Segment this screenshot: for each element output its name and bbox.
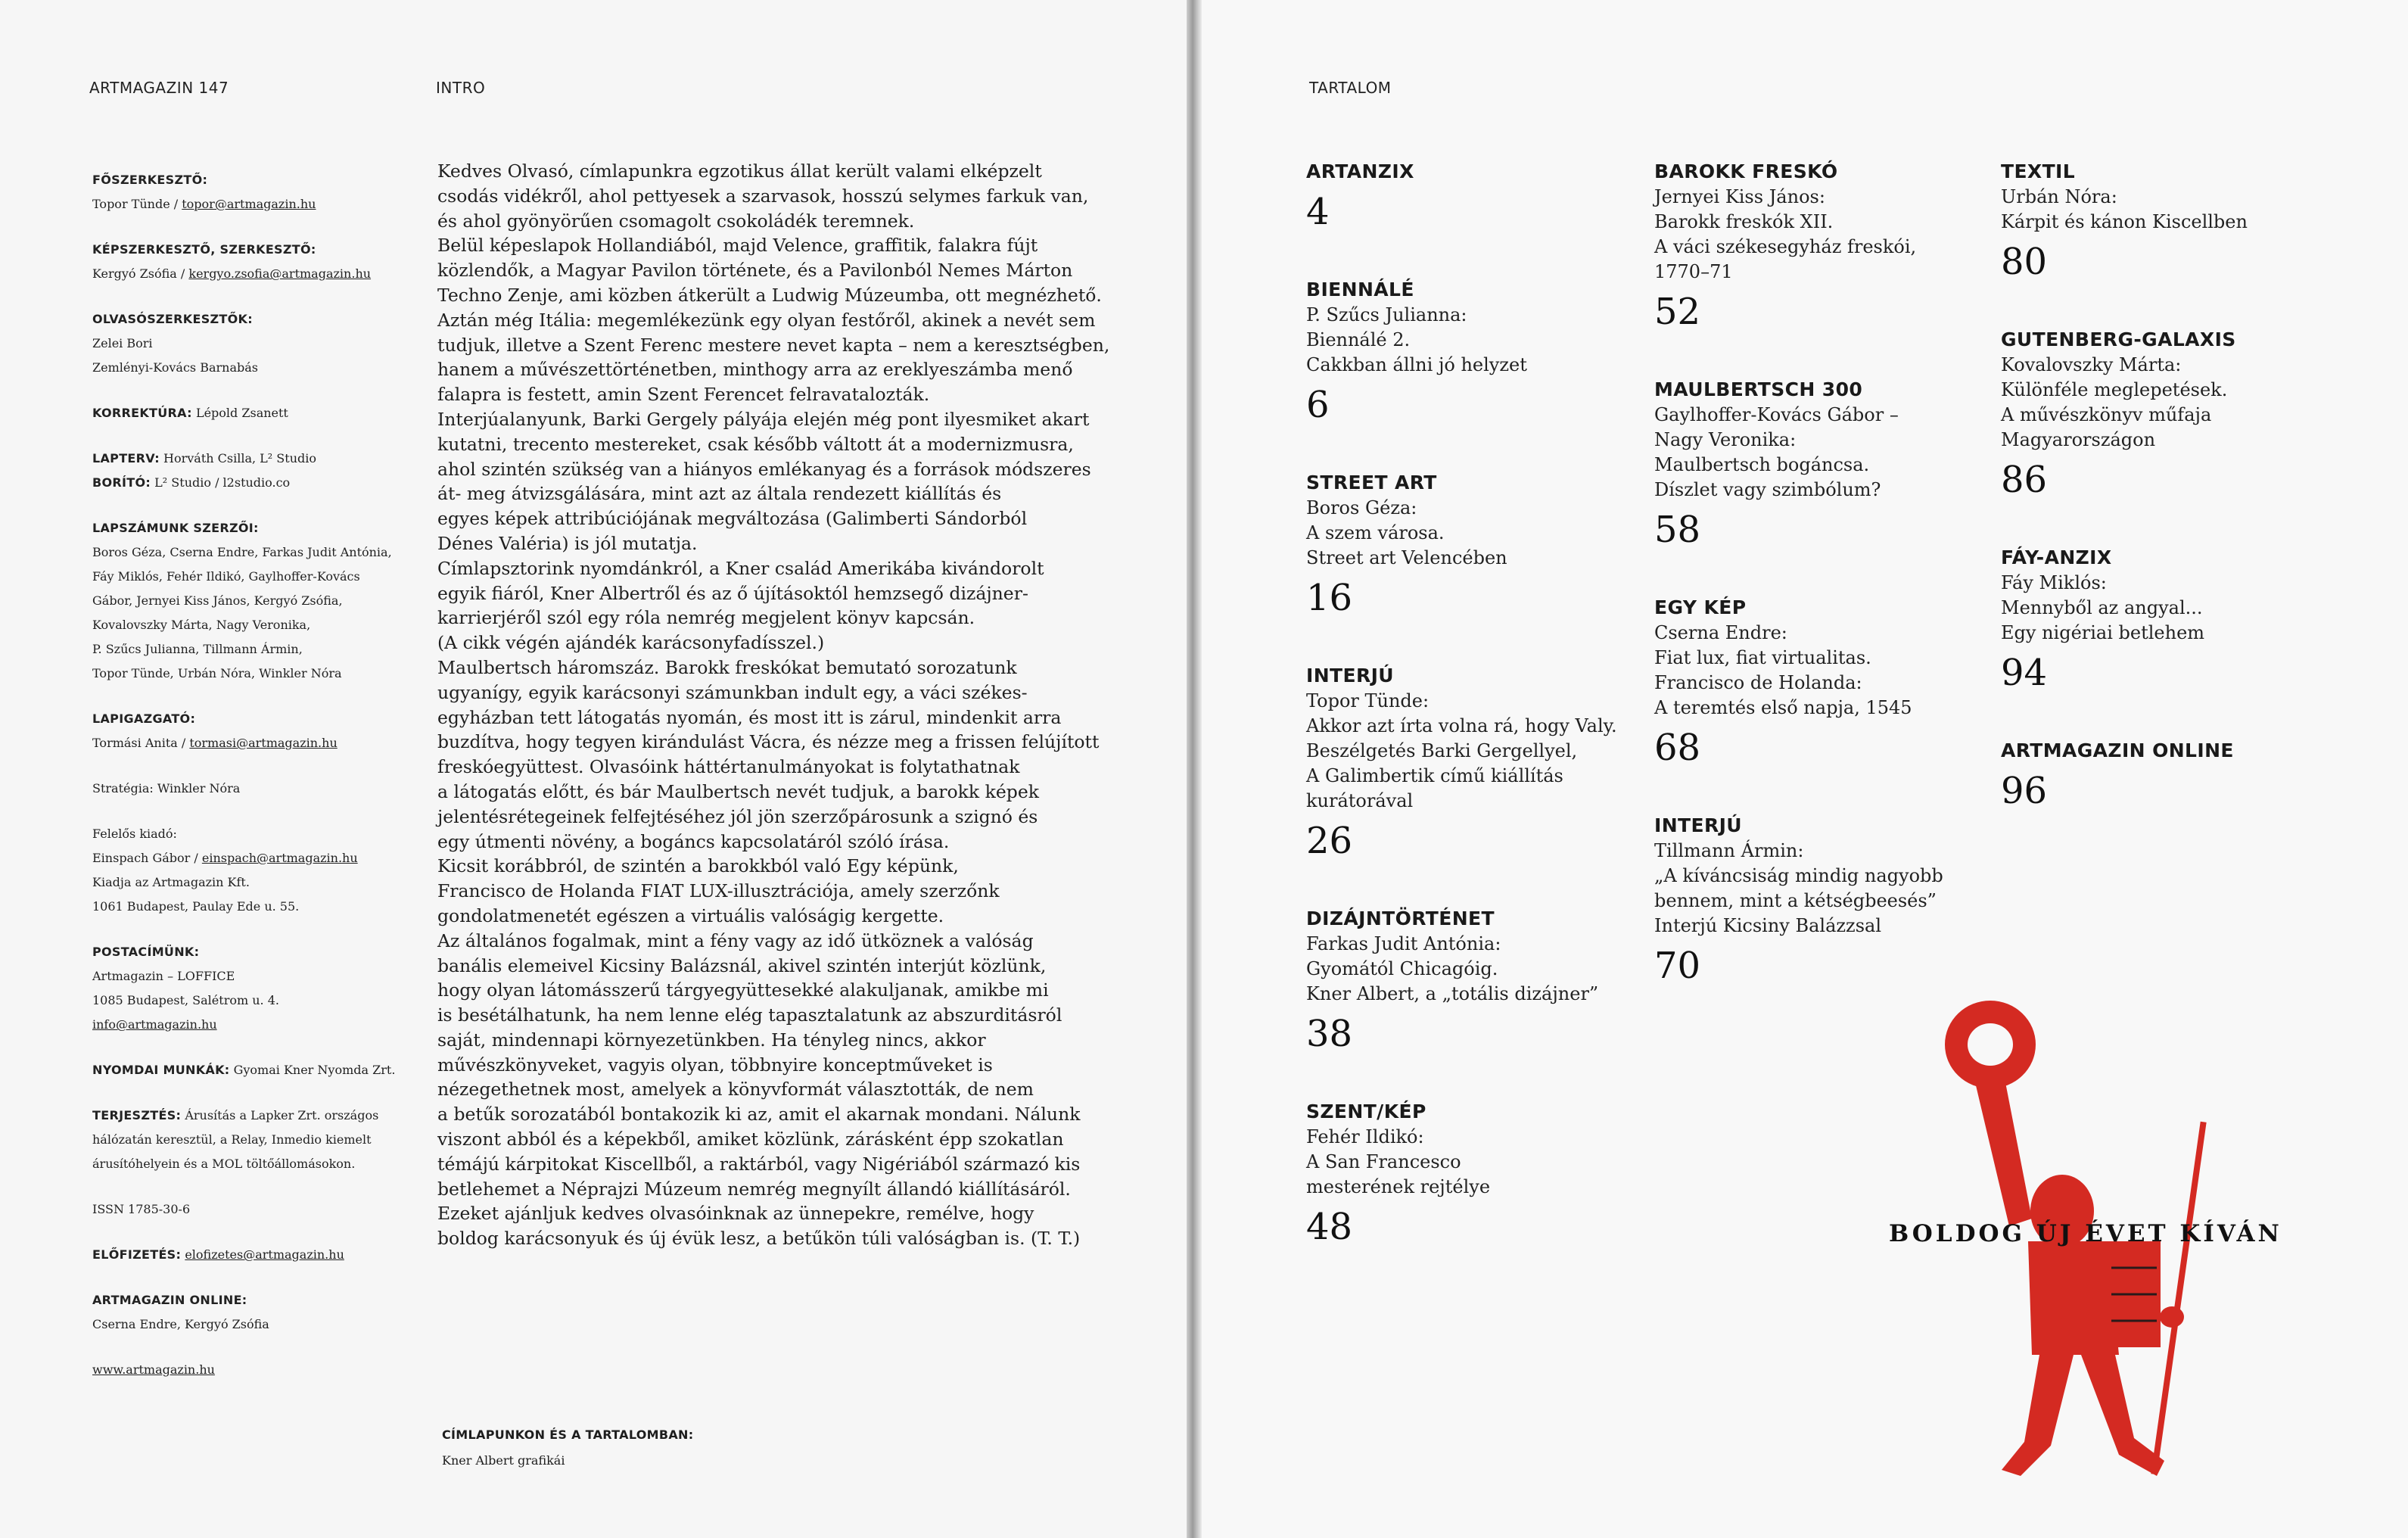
colophon-label: POSTACÍMÜNK:	[92, 945, 200, 959]
colophon-email-link[interactable]: info@artmagazin.hu	[92, 1017, 217, 1032]
toc-entry[interactable]	[1306, 159, 1639, 235]
colophon-text: Artmagazin – LOFFICE	[92, 969, 235, 983]
colophon-line	[92, 168, 425, 192]
toc-page-number: 26	[1306, 820, 1353, 862]
left-page	[0, 0, 1187, 1538]
toc-section-title: EGY KÉP	[1654, 596, 1747, 618]
colophon-text: Kovalovszky Márta, Nagy Veronika,	[92, 618, 311, 632]
toc-article-line: Tillmann Ármin:	[1654, 840, 1804, 861]
running-head-intro: INTRO	[436, 79, 486, 97]
colophon-block	[92, 307, 425, 380]
colophon-line	[92, 1243, 425, 1267]
toc-article-line: Mennyből az angyal...	[2001, 597, 2203, 618]
colophon-line	[92, 662, 425, 686]
toc-page-number: 48	[1306, 1206, 1353, 1248]
colophon-line	[92, 822, 425, 846]
toc-section-title: DIZÁJNTÖRTÉNET	[1306, 908, 1495, 929]
toc-page-number: 80	[2001, 241, 2048, 283]
toc-page-number: 38	[1306, 1013, 1353, 1055]
colophon-text: Horváth Csilla, L² Studio	[159, 451, 316, 465]
colophon-email-link[interactable]: topor@artmagazin.hu	[182, 197, 316, 211]
toc-entry[interactable]	[1306, 663, 1639, 864]
toc-article-line: Egy nigériai betlehem	[2001, 622, 2205, 643]
colophon-label: ARTMAGAZIN ONLINE:	[92, 1293, 247, 1307]
toc-page-number: 86	[2001, 459, 2048, 501]
toc-article-line: kurátorával	[1306, 790, 1414, 811]
intro-text-line: karrierjéről szól egy róla nemrég megjelent könyv kapcsán.	[437, 607, 975, 629]
toc-article-line: P. Szűcs Julianna:	[1306, 304, 1467, 325]
toc-article-line: Topor Tünde:	[1306, 690, 1430, 711]
toc-page-number: 6	[1306, 384, 1330, 426]
colophon-line	[92, 332, 425, 356]
toc-section-title: GUTENBERG-GALAXIS	[2001, 328, 2236, 350]
cover-credit-heading: CÍMLAPUNKON ÉS A TARTALOMBAN:	[442, 1427, 694, 1442]
colophon-line	[92, 540, 425, 565]
intro-text-line: Maulbertsch háromszáz. Barokk freskókat bemutató sorozatunk	[437, 656, 1017, 678]
colophon-line	[92, 707, 425, 731]
colophon-block	[92, 401, 425, 425]
colophon-label: BORÍTÓ:	[92, 475, 151, 490]
intro-text-line: freskóegyüttest. Olvasóink háttértanulmányokat is folytathatnak	[437, 756, 1020, 778]
colophon-label: NYOMDAI MUNKÁK:	[92, 1063, 230, 1077]
intro-text-line: ahol szintén szükség van a hiányos emlékanyag és a források módszeres	[437, 458, 1091, 480]
colophon-text: Stratégia: Winkler Nóra	[92, 781, 241, 795]
toc-article-line: Nagy Veronika:	[1654, 429, 1797, 450]
toc-article-line: Fehér Ildikó:	[1306, 1126, 1424, 1147]
colophon-label: ELŐFIZETÉS:	[92, 1247, 182, 1262]
colophon	[92, 168, 425, 1403]
toc-page-number: 4	[1306, 191, 1330, 233]
colophon-line	[92, 589, 425, 613]
intro-text-line: Interjúalanyunk, Barki Gergely pályája elején még pont ilyesmiket akart	[437, 408, 1090, 430]
toc-entry[interactable]	[1306, 470, 1639, 621]
toc-article-line: Biennálé 2.	[1306, 329, 1411, 350]
toc-article-line: Cakkban állni jó helyzet	[1306, 354, 1527, 375]
toc-page-number: 52	[1654, 291, 1701, 333]
toc-article-line: A művészkönyv műfaja	[2001, 404, 2212, 425]
colophon-block	[92, 1104, 425, 1176]
colophon-email-link[interactable]: tormasi@artmagazin.hu	[189, 736, 338, 750]
intro-text-line: Francisco de Holanda FIAT LUX-illusztrációja, amely szerzőnk	[437, 880, 1000, 902]
intro-text-line: betlehemet a Néprajzi Múzeum nemrég megnyílt állandó kiállításáról.	[437, 1178, 1071, 1200]
colophon-text: Gábor, Jernyei Kiss János, Kergyó Zsófia,	[92, 593, 343, 608]
intro-text-line: egyes képek attribúciójának megváltozása (Galimberti Sándorból	[437, 508, 1028, 530]
colophon-line	[92, 940, 425, 964]
intro-text-line: jelentésrétegeinek felfejtéséhez jól jön szerzőpárosunk a szignó és	[437, 805, 1038, 827]
toc-article-line: Fáy Miklós:	[2001, 572, 2107, 593]
colophon-line	[92, 1288, 425, 1312]
intro-text-line: Dénes Valéria) is jól mutatja.	[437, 532, 698, 554]
colophon-line	[92, 964, 425, 988]
colophon-text: Einspach Gábor /	[92, 851, 202, 865]
colophon-label: KÉPSZERKESZTŐ, SZERKESZTŐ:	[92, 242, 316, 257]
colophon-block	[92, 1358, 425, 1382]
intro-text-line: nézegethetnek most, amelyek a könyvformát választották, de nem	[437, 1079, 1034, 1101]
intro-text-line: át- meg átvizsgálására, mint azt az általa rendezett kiállítás és	[437, 483, 1002, 505]
toc-section-title: MAULBERTSCH 300	[1654, 378, 1863, 400]
colophon-line	[92, 870, 425, 895]
colophon-line	[92, 447, 425, 471]
colophon-line	[92, 356, 425, 380]
illustration-greeting-text: BOLDOG ÚJ ÉVET KÍVÁN	[1889, 1220, 2282, 1247]
colophon-text: L² Studio / l2studio.co	[151, 475, 291, 490]
colophon-email-link[interactable]: elofizetes@artmagazin.hu	[185, 1247, 344, 1262]
running-head-magazine: ARTMAGAZIN 147	[89, 79, 229, 97]
colophon-line	[92, 471, 425, 495]
colophon-line	[92, 846, 425, 870]
toc-entry[interactable]	[1306, 1099, 1639, 1250]
colophon-block	[92, 516, 425, 686]
colophon-text: Árusítás a Lapker Zrt. országos	[181, 1108, 379, 1122]
colophon-label: LAPTERV:	[92, 451, 160, 465]
intro-text-line: Címlapsztorink nyomdánkról, a Kner család Amerikába kivándorolt	[437, 557, 1044, 579]
running-head-contents: TARTALOM	[1309, 79, 1392, 97]
colophon-text: Felelős kiadó:	[92, 827, 177, 841]
colophon-text: Kiadja az Artmagazin Kft.	[92, 875, 250, 889]
colophon-line	[92, 1197, 425, 1222]
toc-article-line: Díszlet vagy szimbólum?	[1654, 479, 1881, 500]
toc-article-line: Gyomától Chicagóig.	[1306, 958, 1498, 979]
colophon-block	[92, 1243, 425, 1267]
intro-text-line: saját, mindennapi környezetünkben. Ha tényleg nincs, akkor	[437, 1029, 986, 1051]
toc-entry[interactable]	[2001, 545, 2334, 696]
toc-section-title: ARTANZIX	[1306, 160, 1414, 182]
colophon-text: ISSN 1785-30-6	[92, 1202, 191, 1216]
toc-section-title: TEXTIL	[2001, 160, 2076, 182]
toc-article-line: Beszélgetés Barki Gergellyel,	[1306, 740, 1578, 761]
colophon-label: FŐSZERKESZTŐ:	[92, 173, 208, 187]
toc-entry[interactable]	[1654, 159, 1987, 335]
toc-article-line: A szem városa.	[1306, 522, 1445, 543]
intro-text-line: egyházban tett látogatás nyomán, és most itt is zárul, mindenkit arra	[437, 706, 1062, 728]
toc-article-line: „A kíváncsiság mindig nagyobb	[1654, 865, 1943, 886]
intro-text-line: csodás vidékről, ahol pettyesek a szarvasok, hosszú selymes farkuk van,	[437, 185, 1089, 207]
intro-text-line: Kedves Olvasó, címlapunkra egzotikus állat került valami elképzelt	[437, 160, 1042, 182]
intro-text-line: művészkönyveket, vagyis olyan, többnyire konceptműveket is	[437, 1054, 993, 1076]
toc-section-title: INTERJÚ	[1306, 665, 1395, 686]
toc-article-line: Gaylhoffer-Kovács Gábor –	[1654, 404, 1899, 425]
colophon-line	[92, 1312, 425, 1337]
toc-entry[interactable]	[1654, 377, 1987, 553]
colophon-label: OLVASÓSZERKESZTŐK:	[92, 312, 253, 326]
intro-text-line: banális elemeivel Kicsiny Balázsnál, akivel szintén interjút közlünk,	[437, 954, 1047, 976]
toc-article-line: Különféle meglepetések.	[2001, 379, 2228, 400]
toc-section-title: BIENNÁLÉ	[1306, 279, 1414, 300]
toc-page-number: 68	[1654, 727, 1701, 769]
toc-page-number: 70	[1654, 945, 1701, 987]
colophon-line	[92, 613, 425, 637]
colophon-line	[92, 307, 425, 332]
toc-article-line: Kner Albert, a „totális dizájner”	[1306, 983, 1599, 1004]
intro-text-line: témájú kárpitokat Kiscellből, a raktárból, vagy Nigériából származó kis	[437, 1153, 1081, 1175]
toc-article-line: Boros Géza:	[1306, 497, 1417, 518]
toc-article-line: Street art Velencében	[1306, 547, 1507, 568]
intro-text-line: a látogatás előtt, és bár Maulbertsch nevét tudjuk, a barokk képek	[437, 780, 1039, 802]
toc-entry[interactable]	[1654, 595, 1987, 771]
toc-article-line: Francisco de Holanda:	[1654, 672, 1862, 693]
colophon-line	[92, 565, 425, 589]
colophon-line	[92, 988, 425, 1013]
colophon-line	[92, 895, 425, 919]
colophon-text: 1061 Budapest, Paulay Ede u. 55.	[92, 899, 300, 914]
colophon-block	[92, 940, 425, 1037]
toc-entry[interactable]	[2001, 327, 2334, 503]
colophon-block	[92, 238, 425, 286]
intro-text-line: boldog karácsonyuk és új évük lesz, a betűkön túli valóságban is. (T. T.)	[437, 1228, 1081, 1250]
toc-section-title: FÁY-ANZIX	[2001, 546, 2112, 568]
toc-article-line: Urbán Nóra:	[2001, 186, 2117, 207]
toc-article-line: A San Francesco	[1306, 1151, 1461, 1172]
toc-section-title: INTERJÚ	[1654, 814, 1743, 836]
toc-entry[interactable]	[1654, 813, 1987, 988]
toc-article-line: mesterének rejtélye	[1306, 1176, 1491, 1197]
intro-text-line: Az általános fogalmak, mint a fény vagy az idő ütköznek a valóság	[437, 929, 1034, 951]
toc-article-line: Maulbertsch bogáncsa.	[1654, 454, 1870, 475]
colophon-line	[92, 1128, 425, 1152]
intro-text-line: Belül képeslapok Hollandiából, majd Velence, graffitik, falakra fújt	[437, 235, 1038, 257]
toc-article-line: Akkor azt írta volna rá, hogy Valy.	[1306, 715, 1617, 736]
colophon-block	[92, 707, 425, 755]
colophon-line	[92, 1058, 425, 1082]
colophon-line	[92, 1152, 425, 1176]
toc-section-title: STREET ART	[1306, 472, 1437, 493]
intro-text-line: ugyanígy, egyik karácsonyi számunkban indult egy, a váci székes-	[437, 681, 1028, 703]
colophon-line	[92, 262, 425, 286]
intro-text-line: Kicsit korábbról, de szintén a barokkból való Egy képünk,	[437, 855, 959, 877]
intro-text-line: falapra is festett, amin Szent Ferencet felravatalozták.	[437, 384, 930, 406]
toc-page-number: 96	[2001, 770, 2048, 812]
colophon-text: Topor Tünde, Urbán Nóra, Winkler Nóra	[92, 666, 342, 680]
book-gutter	[1187, 0, 1202, 1538]
toc-article-line: A Galimbertik című kiállítás	[1306, 765, 1563, 786]
intro-text-line: gondolatmenetét egészen a virtuális valóságig kergette.	[437, 904, 944, 926]
intro-text-line: közlendők, a Magyar Pavilon története, és a Pavilonból Nemes Márton	[437, 260, 1073, 282]
toc-article-line: A teremtés első napja, 1545	[1654, 697, 1912, 718]
toc-article-line: Magyarországon	[2001, 429, 2156, 450]
intro-text-line: egy útmenti növény, a bogáncs kapcsolatáról szóló írása.	[437, 830, 950, 852]
intro-text-line: (A cikk végén ajándék karácsonyfadísszel.)	[437, 632, 825, 654]
toc-page-number: 16	[1306, 577, 1353, 619]
colophon-line	[92, 1013, 425, 1037]
toc-section-title: SZENT/KÉP	[1306, 1101, 1426, 1122]
intro-text-line: is besétálhatunk, ha nem lenne elég tapasztalatunk az abszurditásról	[437, 1004, 1062, 1026]
intro-text-line: és ahol gyönyörűen csomagolt csokoládék teremnek.	[437, 210, 915, 232]
cover-credit-text: Kner Albert grafikái	[442, 1453, 565, 1468]
toc-article-line: A váci székesegyház freskói,	[1654, 236, 1917, 257]
colophon-block	[92, 822, 425, 919]
intro-text-line: egyik fiáról, Kner Albertről és az ő újításoktól hemzsegő dizájner-	[437, 582, 1028, 604]
toc-entry[interactable]	[1306, 277, 1639, 428]
toc-article-line: bennem, mint a kétségbeesés”	[1654, 890, 1937, 911]
colophon-text: Zelei Bori	[92, 336, 153, 350]
colophon-text: Lépold Zsanett	[191, 406, 288, 420]
colophon-block	[92, 777, 425, 801]
toc-article-line: Interjú Kicsiny Balázzsal	[1654, 915, 1881, 936]
colophon-line	[92, 238, 425, 262]
colophon-text: árusítóhelyein és a MOL töltőállomásokon.	[92, 1157, 356, 1171]
colophon-text: Topor Tünde /	[92, 197, 182, 211]
toc-page-number: 58	[1654, 509, 1701, 551]
colophon-email-link[interactable]: www.artmagazin.hu	[92, 1362, 215, 1377]
colophon-line	[92, 637, 425, 662]
colophon-block	[92, 1288, 425, 1337]
colophon-email-link[interactable]: einspach@artmagazin.hu	[201, 851, 358, 865]
toc-page-number: 94	[2001, 652, 2048, 694]
colophon-line	[92, 1358, 425, 1382]
toc-article-line: Kárpit és kánon Kiscellben	[2001, 211, 2248, 232]
colophon-text: Fáy Miklós, Fehér Ildikó, Gaylhoffer-Kovács	[92, 569, 360, 584]
toc-entry[interactable]	[2001, 159, 2334, 285]
intro-text-line: hogy olyan látomásszerű tárgyegyüttesekké alakuljanak, amikbe mi	[437, 979, 1049, 1001]
toc-article-line: 1770–71	[1654, 261, 1733, 282]
colophon-line	[92, 516, 425, 540]
intro-text-line: Aztán még Itália: megemlékezünk egy olyan festőről, akinek a nevét sem	[437, 309, 1096, 331]
toc-article-line: Jernyei Kiss János:	[1654, 186, 1825, 207]
colophon-block	[92, 447, 425, 495]
toc-article-line: Fiat lux, fiat virtualitas.	[1654, 647, 1871, 668]
colophon-label: TERJESZTÉS:	[92, 1108, 182, 1122]
toc-article-line: Kovalovszky Márta:	[2001, 354, 2182, 375]
intro-text-line: Techno Zenje, ami közben átkerült a Ludwig Múzeumba, ott megnézhető.	[437, 284, 1102, 306]
colophon-text: 1085 Budapest, Salétrom u. 4.	[92, 993, 279, 1007]
colophon-label: KORREKTÚRA:	[92, 406, 192, 420]
colophon-text: hálózatán keresztül, a Relay, Inmedio kiemelt	[92, 1132, 372, 1147]
colophon-block	[92, 1197, 425, 1222]
colophon-line	[92, 192, 425, 216]
colophon-block	[92, 168, 425, 216]
intro-text-line: hanem a művészettörténetben, minthogy arra az ereklyeszámba menő	[437, 359, 1073, 381]
intro-text-line: viszont abból és a képekből, amiket közlünk, zárásként épp szokatlan	[437, 1129, 1064, 1150]
toc-entry[interactable]	[1306, 906, 1639, 1057]
colophon-text: Gyomai Kner Nyomda Zrt.	[229, 1063, 396, 1077]
colophon-block	[92, 1058, 425, 1082]
intro-text-line: Ezeket ajánljuk kedves olvasóinknak az ünnepekre, remélve, hogy	[437, 1203, 1034, 1225]
toc-section-title: BAROKK FRESKÓ	[1654, 160, 1838, 182]
colophon-line	[92, 731, 425, 755]
toc-article-line: Cserna Endre:	[1654, 622, 1787, 643]
colophon-text: P. Szűcs Julianna, Tillmann Ármin,	[92, 642, 303, 656]
intro-text-line: tudjuk, illetve a Szent Ferenc mestere nevet kapta – nem a keresztségben,	[437, 334, 1110, 356]
intro-text	[437, 159, 1118, 1251]
colophon-text: Kergyó Zsófia /	[92, 266, 189, 281]
toc-article-line: Farkas Judit Antónia:	[1306, 933, 1501, 954]
colophon-label: LAPSZÁMUNK SZERZŐI:	[92, 521, 259, 535]
intro-text-line: a betűk sorozatából bontakozik ki az, amit el akarnak mondani. Nálunk	[437, 1104, 1081, 1125]
colophon-label: LAPIGAZGATÓ:	[92, 711, 196, 726]
intro-text-line: buzdítva, hogy tegyen kirándulást Vácra, és nézze meg a frissen felújított	[437, 731, 1100, 753]
colophon-text: Zemlényi-Kovács Barnabás	[92, 360, 258, 375]
colophon-line	[92, 1104, 425, 1128]
colophon-text: Tormási Anita /	[92, 736, 190, 750]
toc-entry[interactable]	[2001, 738, 2334, 814]
toc-article-line: Barokk freskók XII.	[1654, 211, 1834, 232]
toc-section-title: ARTMAGAZIN ONLINE	[2001, 739, 2234, 761]
colophon-email-link[interactable]: kergyo.zsofia@artmagazin.hu	[188, 266, 372, 281]
colophon-text: Cserna Endre, Kergyó Zsófia	[92, 1317, 269, 1331]
colophon-text: Boros Géza, Cserna Endre, Farkas Judit Antónia,	[92, 545, 392, 559]
colophon-line	[92, 401, 425, 425]
intro-text-line: kutatni, trecento mestereket, csak később váltott át a modernizmusra,	[437, 433, 1074, 455]
colophon-line	[92, 777, 425, 801]
